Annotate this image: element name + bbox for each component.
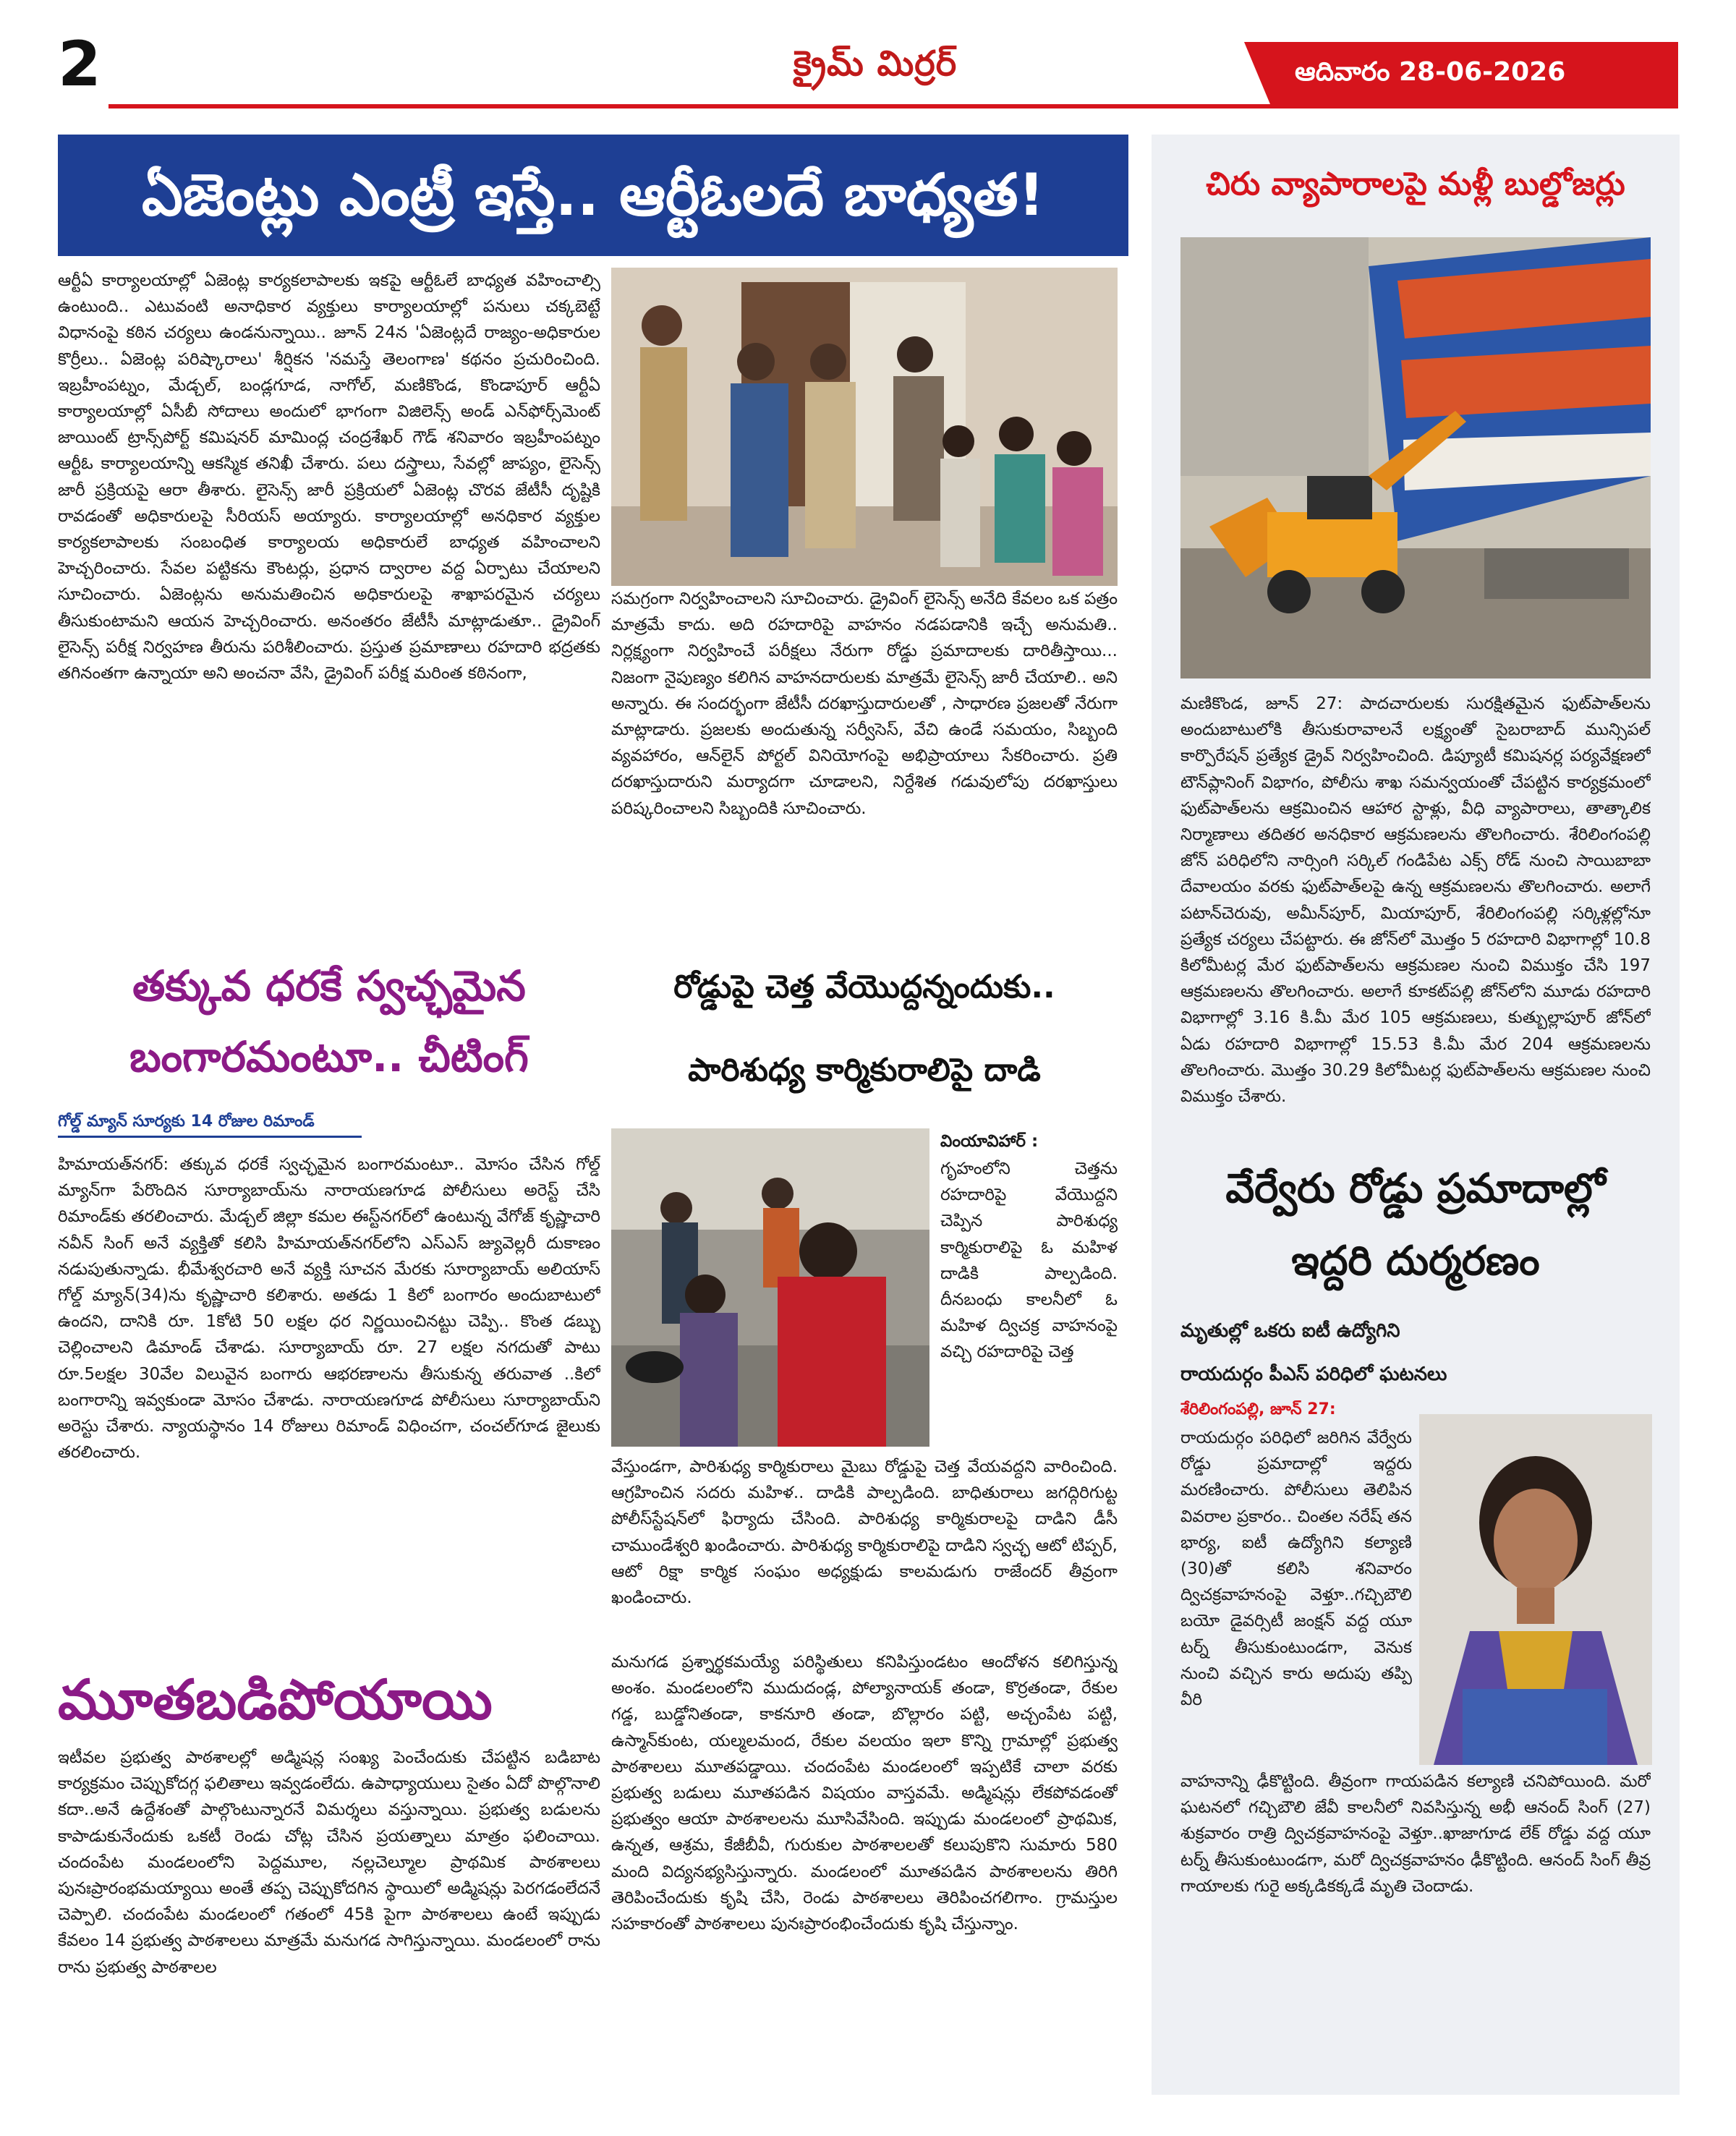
sanitation-headline-line1: రోడ్డుపై చెత్త వేయొద్దన్నందుకు.. (673, 969, 1055, 1005)
accidents-story-body: వాహనాన్ని ఢీకొట్టింది. తీవ్రంగా గాయపడిన కల్యాణి చనిపోయింది. మరో ఘటనలో గచ్చిబౌలి జేవీ కాలనీలో నివసిస్తున్న అభీ ఆనంద్ సింగ్ (27) శుక్రవారం రాత్రి ద్విచక్రవాహనంపై వెళ్తూ..ఖాజాగూడ లేక్ రోడ్డు వద్ద యూ టర్న్ తీసుకుంటుండగా, మరో ద్విచక్రవాహనం ఢీకొట్టింది. ఆనంద్ సింగ్ తీవ్ర గాయాలకు గురై అక్కడికక్కడే మృతి చెందాడు. (1180, 1772, 1651, 1896)
street-scuffle-photo (611, 1128, 929, 1447)
rto-story-col1: ఆర్టీఏ కార్యాలయాల్లో ఏజెంట్ల కార్యకలాపాలకు ఇకపై ఆర్టీఓలే బాధ్యత వహించాల్సి ఉంటుంది.. ఎటువంటి అనాధికార వ్యక్తులు కార్యాలయాల్లో పనులు చక్కబెట్టే విధానంపై కఠిన చర్యలు ఉండనున్నాయి.. జూన్ 24న 'ఏజెంట్లదే రాజ్యం-అధికారుల కొర్రీలు.. ఏజెంట్ల పరిష్కారాలు' శీర్షికన 'నమస్తే తెలంగాణ' కథనం ప్రచురించింది. ఇబ్రహీంపట్నం, మేడ్చల్, బండ్లగూడ, నాగోల్, మణికొండ, కొండాపూర్ ఆర్టీఏ కార్యాలయాల్లో ఏసీబీ సోదాలు అందులో భాగంగా విజిలెన్స్ అండ్ ఎన్‌ఫోర్స్‌మెంట్ జాయింట్ ట్రాన్స్‌పోర్ట్ కమిషనర్ మామింద్ల చంద్రశేఖర్ గౌడ్ శనివారం ఇబ్రహీంపట్నం ఆర్టీఓ కార్యాలయాన్ని ఆకస్మిక తనిఖీ చేశారు. పలు దస్త్రాలు, సేవల్లో జాప్యం, లైసెన్స్ జారీ ప్రక్రియపై ఆరా తీశారు. లైసెన్స్ జారీ ప్రక్రియలో ఏజెంట్ల చొరవ జేటీసీ దృష్టికి రావడంతో అధికారులపై సీరియస్ అయ్యారు. కార్యాలయాల్లో అనధికార వ్యక్తుల కార్యకలాపాలకు సంబంధిత కార్యాలయ అధికారులే బాధ్యత వహించాలని హెచ్చరించారు. సేవల పట్టికను కౌంటర్లు, ప్రధాన ద్వారాల వద్ద ఏర్పాటు చేయాలని సూచించారు. ఏజెంట్లను అనుమతించిన అధికారులపై శాఖాపరమైన చర్యలు తీసుకుంటామని ఆయన హెచ్చరించారు. అనంతరం జేటీసీ మాట్లాడుతూ.. డ్రైవింగ్ లైసెన్స్ పరీక్ష నిర్వహణ తీరును పరిశీలించారు. ప్రస్తుత ప్రమాణాలు రహదారి భద్రతకు తగినంతగా ఉన్నాయా అని అంచనా వేసి, డ్రైవింగ్ పరీక్ష మరింత కఠినంగా, (58, 271, 600, 684)
sanitation-narrow-col: గృహంలోని చెత్తను రహదారిపై వేయొద్దని చెప్పిన పారిశుధ్య కార్మికురాలిపై ఓ మహిళ దాడికి పాల్పడింది. దీనబంధు కాలనీలో ఓ మహిళ ద్విచక్ర వాహనంపై వచ్చి రహదారిపై చెత్త (940, 1160, 1118, 1362)
schools-story-col2: మనుగడ ప్రశ్నార్థకమయ్యే పరిస్థితులు కనిపిస్తుండటం ఆందోళన కలిగిస్తున్న అంశం. మండలంలోని ముదుదండ్ల, పోల్యానాయక్ తండా, కొర్రతండా, రేకుల గడ్డ, బుడ్డోనితండా, కాకనూరి తండా, బొల్లారం పట్టి, అచ్చంపేట పట్టి, ఉస్మాన్‌కుంట, యల్మలమంద, రేకుల వలయం ఇలా కొన్ని గ్రామాల్లో ప్రభుత్వ పాఠశాలలు మూతపడ్డాయి. చందంపేట మండలంలో ఇప్పటికే చాలా వరకు ప్రభుత్వ బడులు మూతపడిన విషయం వాస్తవమే. అడ్మిషన్లు లేకపోవడంతో ప్రభుత్వం ఆయా పాఠశాలలను మూసివేసింది. ఇప్పుడు మండలంలో ప్రాథమిక, ఉన్నత, ఆశ్రమ, కేజీబీవీ, గురుకుల పాఠశాలలతో కలుపుకొని సుమారు 580 మంది విద్యనభ్యసిస్తున్నారు. మండలంలో మూతపడిన పాఠశాలలను తిరిగి తెరిపించేందుకు కృషి చేసి, రెండు పాఠశాలలు తెరిపించగలిగాం. గ్రామస్తుల సహకారంతో పాఠశాలలు పునఃప్రారంభించేందుకు కృషి చేస్తున్నాం. (611, 1653, 1118, 1934)
gold-headline-line1: తక్కువ ధరకే స్వచ్ఛమైన (132, 961, 526, 1010)
sanitation-headline-line2: పారిశుధ్య కార్మికురాలిపై దాడి (688, 1052, 1041, 1089)
accidents-headline-line2: ఇద్దరి దుర్మరణం (1291, 1238, 1540, 1285)
sanitation-dateline: వింయావిహార్ : (940, 1132, 1039, 1151)
gold-subhead: గోల్డ్ మ్యాన్ సూర్యకు 14 రోజుల రిమాండ్ (58, 1112, 315, 1131)
page-number: 2 (58, 28, 101, 101)
schools-headline: మూతబడిపోయాయి (58, 1667, 493, 1732)
sanitation-story-body: వేస్తుండగా, పారిశుధ్య కార్మికురాలు మైబు రోడ్డుపై చెత్త వేయవద్దని వారించింది. ఆగ్రహించిన సదరు మహిళ.. దాడికి పాల్పడింది. బాధితురాలు జగద్గిరిగుట్ట పోలీస్‌స్టేషన్‌లో ఫిర్యాదు చేసింది. పారిశుధ్య కార్మికురాలపై దాడిని డీసీ చాముండేశ్వరి ఖండించారు. పారిశుధ్య కార్మికురాలిపై దాడిని స్వచ్ఛ ఆటో టిప్పర్, ఆటో రిక్షా కార్మిక సంఘం అధ్యక్షుడు కాలమడుగు రాజేందర్ తీవ్రంగా ఖండించారు. (611, 1458, 1118, 1608)
accidents-subhead-line2: రాయదుర్గం పీఎస్ పరిధిలో ఘటనలు (1180, 1363, 1447, 1385)
bulldozer-story-body: మణికొండ, జూన్ 27: పాదచారులకు సురక్షితమైన ఫుట్‌పాత్‌లను అందుబాటులోకి తీసుకురావాలనే లక్ష్యంతో సైబరాబాద్ మున్సిపల్ కార్పొరేషన్ ప్రత్యేక డ్రైవ్ నిర్వహించింది. డిప్యూటీ కమిషనర్ల పర్యవేక్షణలో టౌన్‌ప్లానింగ్ విభాగం, పోలీసు శాఖ సమన్వయంతో చేపట్టిన కార్యక్రమంలో ఫుట్‌పాత్‌లను ఆక్రమించిన ఆహార స్టాళ్లు, వీధి వ్యాపారాలు, తాత్కాలిక నిర్మాణాలు తదితర అనధికార ఆక్రమణలను తొలగించారు. శేరిలింగంపల్లి జోన్ పరిధిలోని నార్సింగి సర్కిల్ గండిపేట ఎక్స్ రోడ్ నుంచి సాయిబాబా దేవాలయం వరకు ఫుట్‌పాత్‌లపై ఉన్న ఆక్రమణలను తొలగించారు. అలాగే పటాన్‌చెరువు, అమీన్‌పూర్, మియాపూర్, శేరిలింగంపల్లి సర్కిళ్లల్లోనూ ప్రత్యేక చర్యలు చేపట్టారు. ఈ జోన్‌లో మొత్తం 5 రహదారి విభాగాల్లో 10.8 కిలోమీటర్ల మేర ఫుట్‌పాత్‌లను ఆక్రమణల నుంచి విముక్తం చేసి 197 ఆక్రమణలను తొలగించారు. అలాగే కూకట్‌పల్లి జోన్‌లోని మూడు రహదారి విభాగాల్లో 3.16 కి.మీ మేర 105 ఆక్రమణలు, కుత్బుల్లాపూర్ జోన్‌లో ఏడు రహదారి విభాగాల్లో 15.53 కి.మీ మేర 204 ఆక్రమణలను తొలగించారు. మొత్తం 30.29 కిలోమీటర్ల ఫుట్‌పాత్‌లను ఆక్రమణల నుంచి విముక్తం చేశారు. (1180, 694, 1651, 1107)
schools-story-col1: ఇటీవల ప్రభుత్వ పాఠశాలల్లో అడ్మిషన్ల సంఖ్య పెంచేందుకు చేపట్టిన బడిబాట కార్యక్రమం చెప్పుకోదగ్గ ఫలితాలు ఇవ్వడంలేదు. ఉపాధ్యాయులు సైతం ఏదో పొల్గొనాలి కదా..అనే ఉద్దేశంతో పాల్గొంటున్నారనే విమర్శలు వస్తున్నాయి. ప్రభుత్వ బడులను కాపాడుకునేందుకు ఒకటీ రెండు చోట్ల చేసిన ప్రయత్నాలు మాత్రం ఫలించాయి. చందంపేట మండలంలోని పెద్దమూల, నల్లచెల్మూల ప్రాథమిక పాఠశాలలు పునఃప్రారంభమయ్యాయి అంతే తప్ప చెప్పుకోదగిన స్థాయిలో అడ్మిషన్లు పెరగడంలేదనే చెప్పాలి. చందంపేట మండలంలో గతంలో 45కి పైగా పాఠశాలలు ఉంటే ఇప్పుడు కేవలం 14 ప్రభుత్వ పాఠశాలలు మాత్రమే మనుగడ సాగిస్తున్నాయి. మండలంలో రాను రాను ప్రభుత్వ పాఠశాలల (58, 1748, 600, 1977)
gold-story-body: హిమాయత్‌నగర్: తక్కువ ధరకే స్వచ్ఛమైన బంగారమంటూ.. మోసం చేసిన గోల్డ్ మ్యాన్‌గా పేరొందిన సూర్యాబాయ్‌ను నారాయణగూడ పోలీసులు అరెస్ట్ చేసి రిమాండ్‌కు తరలించారు. మేడ్చల్ జిల్లా కమల ఈస్ట్‌నగర్‌లో ఉంటున్న వేగోజ్ కృష్ణాచారి నవీన్ సింగ్ అనే వ్యక్తితో కలిసి హిమాయత్‌నగర్‌లోని ఎస్ఎస్ జ్యువెల్లరీ దుకాణం నడుపుతున్నాడు. భీమేశ్వరచారి అనే వ్యక్తి సూచన మేరకు సూర్యాబాయ్ అలియాస్ గోల్డ్ మ్యాన్(34)ను కృష్ణాచారి కలిశారు. అతడు 1 కిలో బంగారం అందుబాటులో ఉందని, దానికి రూ. 1కోటి 50 లక్షల ధర నిర్ణయించినట్టు చెప్పి.. కొంత డబ్బు చెల్లించాలని డిమాండ్ చేశాడు. సూర్యాబాయ్ రూ. 27 లక్షల నగదుతో పాటు రూ.5లక్షల 30వేల విలువైన బంగారు ఆభరణాలను తీసుకున్న తరువాత ..కిలో బంగారాన్ని ఇవ్వకుండా మోసం చేశాడు. నారాయణగూడ పోలీసులు సూర్యాబాయ్‌ని అరెస్టు చేశారు. న్యాయస్థానం 14 రోజులు రిమాండ్ విధించగా, చంచల్‌గూడ జైలుకు తరలించారు. (58, 1155, 600, 1463)
gold-headline-line2: బంగారమంటూ.. చీటింగ్ (129, 1032, 529, 1081)
gold-subhead-underline (58, 1136, 362, 1138)
bulldozer-headline: చిరు వ్యాపారాలపై మళ్లీ బుల్డోజర్లు (1206, 166, 1625, 203)
rto-story-col2: సమగ్రంగా నిర్వహించాలని సూచించారు. డ్రైవింగ్ లైసెన్స్ అనేది కేవలం ఒక పత్రం మాత్రమే కాదు. అది రహదారిపై వాహనం నడపడానికి ఇచ్చే అనుమతి.. నిర్లక్ష్యంగా నిర్వహించే పరీక్షలు నేరుగా రోడ్డు ప్రమాదాలకు దారితీస్తాయి... నిజంగా నైపుణ్యం కలిగిన వాహనదారులకు మాత్రమే లైసెన్స్ జారీ చేయాలి.. అని అన్నారు. ఈ సందర్భంగా జేటీసీ దరఖాస్తుదారులతో , సాధారణ ప్రజలతో నేరుగా మాట్లాడారు. ప్రజలకు అందుతున్న సర్వీసెస్, వేచి ఉండే సమయం, సిబ్బంది వ్యవహారం, ఆన్‌లైన్ పోర్టల్ వినియోగంపై అభిప్రాయాలు సేకరించారు. ప్రతి దరఖాస్తుదారుని మర్యాదగా చూడాలని, నిర్దేశిత గడువులోపు దరఖాస్తులు పరిష్కరించాలని సిబ్బందికి సూచించారు. (611, 590, 1118, 818)
bulldozer-demolition-photo (1180, 237, 1651, 678)
victim-portrait-photo (1419, 1414, 1652, 1765)
accidents-dateline: శేరిలింగంపల్లి, జూన్ 27: (1180, 1400, 1336, 1418)
accidents-narrow-col: రాయదుర్గం పరిధిలో జరిగిన వేర్వేరు రోడ్డు ప్రమాదాల్లో ఇద్దరు మరణించారు. పోలీసులు తెలిపిన వివరాల ప్రకారం.. చింతల నరేష్ తన భార్య, ఐటీ ఉద్యోగిని కల్యాణి (30)తో కలిసి శనివారం ద్విచక్రవాహనంపై వెళ్తూ..గచ్చిబౌలి బయో డైవర్సిటీ జంక్షన్ వద్ద యూ టర్న్ తీసుకుంటుండగా, వెనుక నుంచి వచ్చిన కారు అదుపు తప్పి వీరి (1180, 1429, 1412, 1710)
masthead-logo: క్రైమ్ మిర్రర్ (793, 43, 958, 84)
officials-inspection-photo (611, 268, 1118, 586)
header-rule (109, 104, 1678, 108)
issue-date: ఆదివారం 28-06-2026 (1295, 57, 1566, 87)
accidents-subhead-line1: మృతుల్లో ఒకరు ఐటీ ఉద్యోగిని (1180, 1320, 1400, 1342)
accidents-headline-line1: వేర్వేరు రోడ్డు ప్రమాదాల్లో (1225, 1165, 1606, 1212)
main-headline: ఏజెంట్లు ఎంట్రీ ఇస్తే.. ఆర్టీఓలదే బాధ్యత! (141, 161, 1045, 229)
